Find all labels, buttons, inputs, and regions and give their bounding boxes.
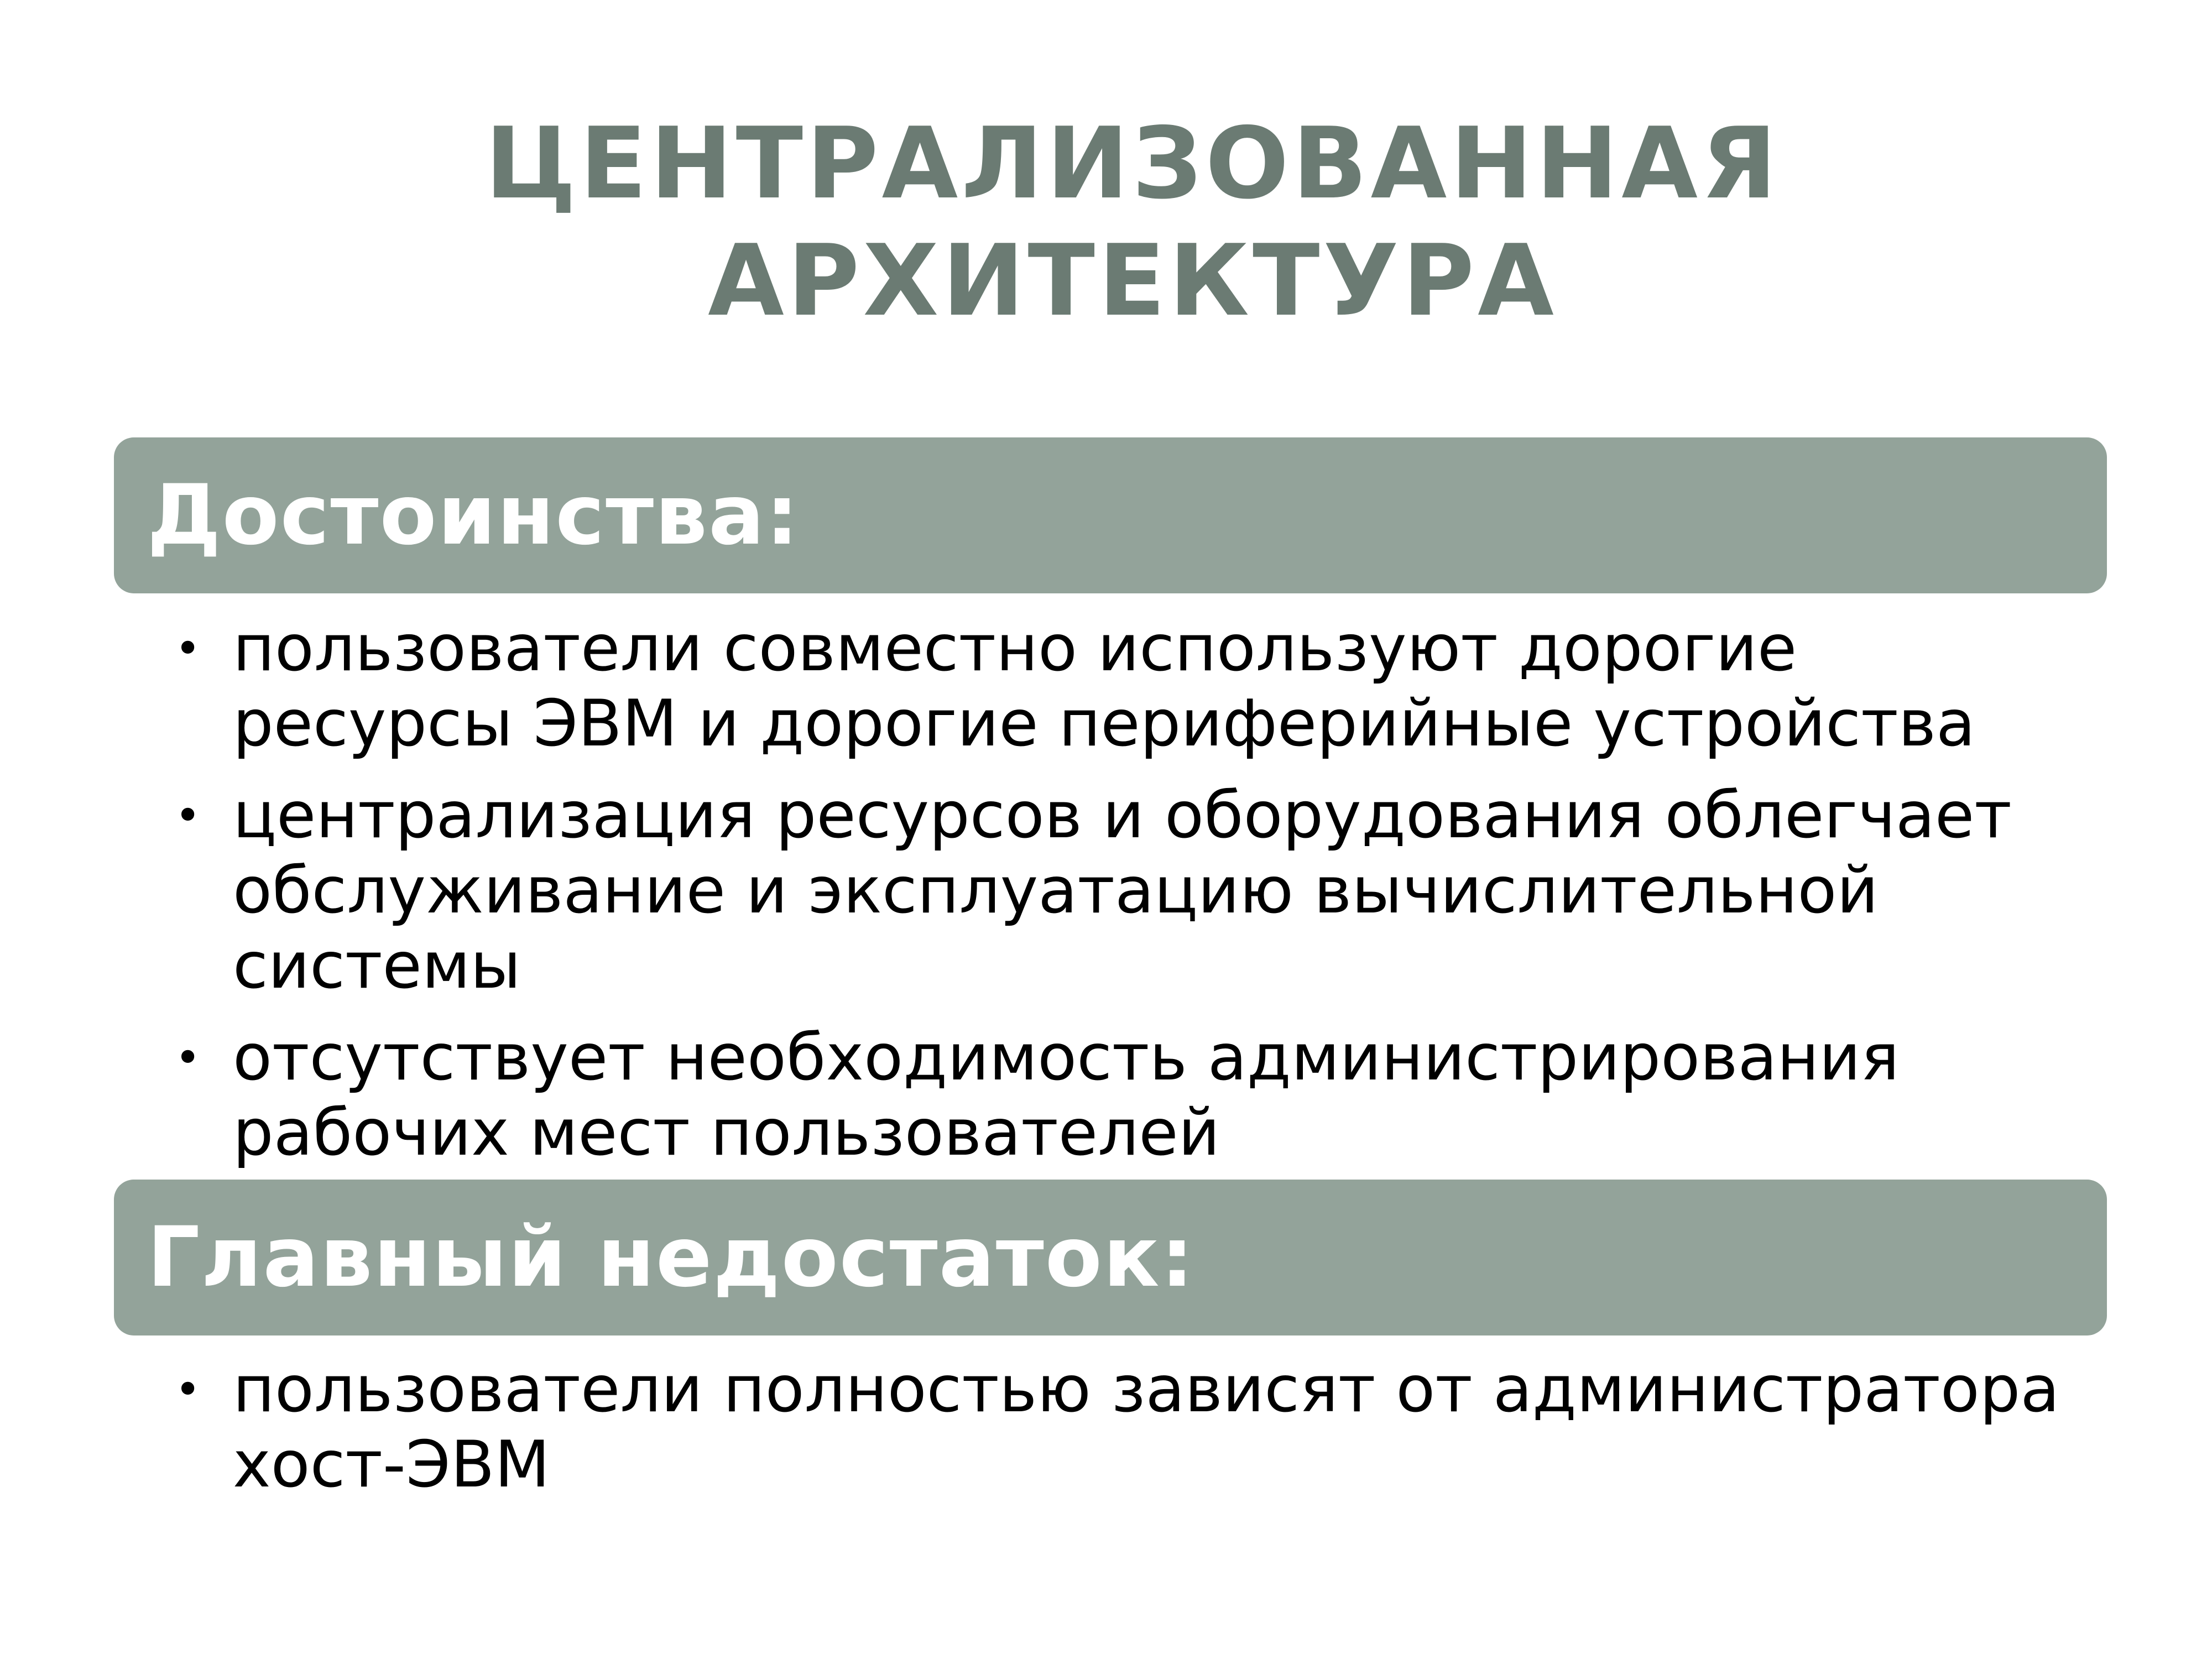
slide-title [0,105,2212,340]
advantage-item [114,1020,2107,1171]
bullet-icon: • [175,1032,201,1083]
advantage-item-text: отсутствует необходимость администрирования рабочих мест пользователей [233,1020,1900,1170]
drawback-item [114,1352,2107,1503]
bullet-icon: • [175,790,201,841]
advantages-header-bar [114,437,2107,593]
advantage-item-text: пользователи совместно используют дорогие ресурсы ЭВМ и дорогие периферийные устройства [233,611,1976,761]
advantage-item-text: централизация ресурсов и оборудования облегчает обслуживание и эксплуатацию вычислительной системы [233,778,2012,1003]
advantage-item [114,611,2107,761]
bullet-icon: • [175,623,201,674]
bullet-icon: • [175,1364,201,1415]
advantages-header: Достоинства: [147,467,800,564]
drawback-item-text: пользователи полностью зависят от администратора хост-ЭВМ [233,1352,2060,1502]
advantage-item [114,778,2107,1004]
advantages-list-area [114,611,2107,1180]
advantages-list [114,611,2107,1171]
drawback-list [114,1352,2107,1503]
title-line-2: АРХИТЕКТУРА [708,223,1557,338]
drawback-header-bar [114,1180,2107,1335]
drawback-header: Главный недостаток: [147,1209,1195,1306]
title-line-1: ЦЕНТРАЛИЗОВАННАЯ [484,106,1781,221]
drawback-list-area [114,1352,2107,1540]
